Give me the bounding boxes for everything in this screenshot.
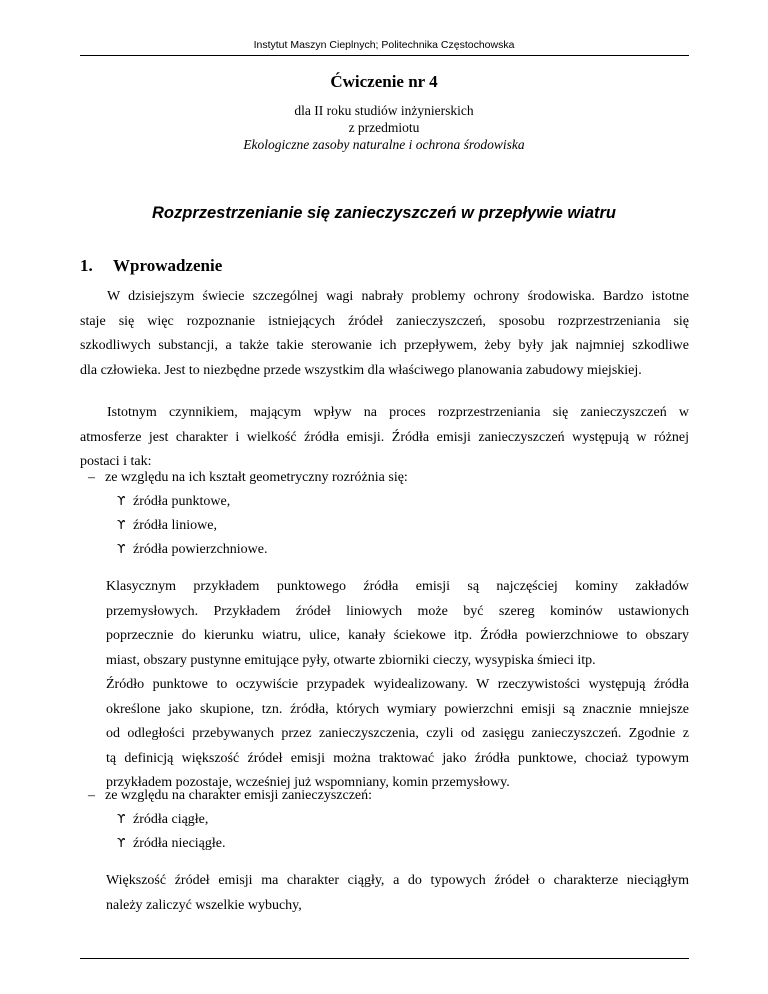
paragraph-line: przykładem pozostaje, wcześniej już wspomniany, komin przemysłowy. — [106, 775, 510, 790]
running-header: Instytut Maszyn Cieplnych; Politechnika Częstochowska — [253, 39, 515, 51]
paragraph-line: Klasycznym przykładem punktowego źródła emisji są najczęściej kominy zakładów — [106, 579, 689, 594]
list-dash-item — [88, 788, 372, 804]
section-heading — [80, 256, 222, 276]
paragraph-line: Istotnym czynnikiem, mającym wpływ na proces rozprzestrzeniania się zanieczyszczeń w — [107, 405, 689, 420]
list-item — [117, 812, 208, 828]
paragraph-line: W dzisiejszym świecie szczególnej wagi nabrały problemy ochrony środowiska. Bardzo istotne — [107, 289, 689, 304]
paragraph-line: postaci i tak: — [80, 454, 152, 469]
paragraph-4 — [106, 869, 689, 918]
paragraph-line: szkodliwych substancji, a także takie sterowanie ich przepływem, żeby były jak najmniej szkodliwe — [80, 338, 689, 353]
paragraph-2 — [80, 401, 689, 475]
exercise-title: Ćwiczenie nr 4 — [330, 72, 438, 91]
list-item-text: źródła punktowe, — [133, 494, 231, 509]
subtitle-line-2: z przedmiotu — [348, 120, 420, 135]
list-intro: ze względu na ich kształt geometryczny rozróżnia się: — [105, 470, 408, 485]
paragraph-line: od odległości przebywanych przez zanieczyszczenia, czyli od zasięgu zanieczyszczeń. Zgodnie z — [106, 726, 689, 741]
list-dash-item — [88, 470, 408, 486]
paragraph-line: dla człowieka. Jest to niezbędne przede wszystkim dla właściwego planowania zabudowy miejskiej. — [80, 362, 642, 378]
list-item-text: źródła powierzchniowe. — [133, 542, 268, 557]
list-item — [117, 542, 268, 558]
list-item-text: źródła ciągłe, — [133, 812, 209, 827]
topic-heading: Rozprzestrzenianie się zanieczyszczeń w przepływie wiatru — [152, 204, 616, 222]
paragraph-1 — [80, 285, 689, 383]
dash-marker: – — [88, 788, 95, 803]
dash-marker: – — [88, 470, 95, 485]
bullet-icon: ϒ — [117, 518, 126, 532]
list-item-text: źródła nieciągłe. — [133, 836, 226, 851]
paragraph-line: atmosferze jest charakter i wielkość źródła emisji. Źródła emisji zanieczyszczeń występują w różnej — [80, 429, 689, 445]
list-intro: ze względu na charakter emisji zanieczyszczeń: — [105, 788, 373, 803]
bullet-icon: ϒ — [117, 542, 126, 556]
paragraph-line: miast, obszary pustynne emitujące pyły, otwarte zbiorniki cieczy, wysypiska śmieci itp. — [106, 652, 596, 668]
list-item — [117, 494, 230, 510]
bullet-icon: ϒ — [117, 494, 126, 508]
header-rule — [80, 55, 689, 56]
bullet-icon: ϒ — [117, 836, 126, 850]
section-number: 1. — [80, 256, 93, 275]
paragraph-line: tą definicją większość źródeł emisji można traktować jako źródła punktowe, chociaż typowym — [106, 750, 689, 766]
paragraph-line: Większość źródeł emisji ma charakter ciągły, a do typowych źródeł o charakterze nieciągłym — [106, 873, 689, 888]
course-name: Ekologiczne zasoby naturalne i ochrona środowiska — [243, 137, 525, 152]
footer-rule — [80, 958, 689, 959]
section-title: Wprowadzenie — [113, 256, 223, 275]
paragraph-line: przemysłowych. Przykładem źródeł liniowych może być szereg kominów ustawionych — [106, 603, 689, 619]
list-item-text: źródła liniowe, — [133, 518, 217, 533]
list-item — [117, 836, 226, 852]
subtitle-line-1: dla II roku studiów inżynierskich — [294, 103, 474, 118]
paragraph-line: należy zaliczyć wszelkie wybuchy, — [106, 897, 302, 913]
bullet-icon: ϒ — [117, 812, 126, 826]
paragraph-line: staje się więc rozpoznanie istniejących źródeł zanieczyszczeń, sposobu rozprzestrzeniania się — [80, 313, 689, 329]
paragraph-line: poprzecznie do kierunku wiatru, ulice, kanały ściekowe itp. Źródła powierzchniowe to obszary — [106, 628, 689, 643]
paragraph-3 — [106, 575, 689, 796]
paragraph-line: Źródło punktowe to oczywiście przypadek wyidealizowany. W rzeczywistości występują źródła — [106, 677, 689, 692]
list-item — [117, 518, 217, 534]
paragraph-line: określone jako skupione, tzn. źródła, których wymiary powierzchni emisji są znacznie mniejsze — [106, 701, 689, 717]
